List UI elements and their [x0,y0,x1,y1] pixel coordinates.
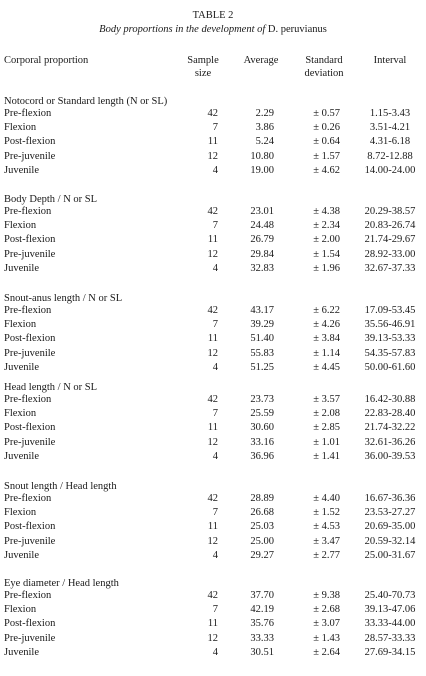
average-cell: 19.00 [250,164,274,176]
standard-deviation-cell: ± 3.47 [313,535,340,547]
standard-deviation-cell: ± 2.00 [313,234,340,246]
sample-size-cell: 4 [212,646,218,658]
standard-deviation-cell: ± 4.62 [313,164,340,176]
sample-size-cell: 11 [207,422,218,434]
table-row [0,135,426,149]
sample-size-cell: 12 [207,436,218,448]
sample-size-cell: 12 [207,632,218,644]
table-row [0,506,426,520]
average-cell: 28.89 [250,493,274,504]
interval-cell: 36.00-39.53 [364,450,416,462]
standard-deviation-cell: ± 1.96 [313,262,340,274]
standard-deviation-cell: ± 1.01 [313,436,340,448]
sample-size-cell: 7 [212,122,218,134]
interval-cell: 28.57-33.33 [364,632,416,644]
interval-cell: 22.83-28.40 [364,408,416,420]
standard-deviation-cell: ± 4.38 [313,206,340,217]
stage-cell: Flexion [4,319,37,331]
sample-size-cell: 7 [212,220,218,232]
sample-size-cell: 12 [207,248,218,260]
standard-deviation-cell: ± 4.40 [313,493,340,504]
standard-deviation-cell: ± 3.57 [313,394,340,405]
sample-size-cell: 4 [212,164,218,176]
stage-cell: Pre-flexion [4,394,52,405]
standard-deviation-cell: ± 4.26 [313,319,340,331]
stage-cell: Flexion [4,604,37,616]
stage-cell: Juvenile [4,646,39,658]
stage-cell: Post-flexion [4,422,56,434]
table-row [0,436,426,450]
standard-deviation-cell: ± 0.64 [313,136,340,148]
interval-cell: 17.09-53.45 [364,305,416,316]
table-row [0,603,426,617]
interval-cell: 23.53-27.27 [364,507,416,519]
table-row [0,304,426,318]
average-cell: 51.40 [250,333,274,345]
interval-cell: 16.42-30.88 [364,394,416,405]
stage-cell: Pre-juvenile [4,248,56,260]
stage-cell: Post-flexion [4,136,56,148]
sample-size-cell: 12 [207,347,218,359]
sample-size-cell: 4 [212,361,218,373]
sample-size-cell: 11 [207,521,218,533]
stage-cell: Pre-flexion [4,206,52,217]
interval-cell: 20.69-35.00 [364,521,416,533]
interval-cell: 50.00-61.60 [364,361,416,373]
header-proportion: Corporal proportion [4,55,89,66]
standard-deviation-cell: ± 1.41 [313,450,340,462]
average-cell: 30.60 [250,422,274,434]
interval-cell: 20.59-32.14 [364,535,416,547]
stage-cell: Pre-juvenile [4,347,56,359]
average-cell: 51.25 [250,361,274,373]
interval-cell: 35.56-46.91 [364,319,416,331]
table-row [0,361,426,375]
table-row [0,347,426,361]
stage-cell: Juvenile [4,549,39,561]
stage-cell: Flexion [4,507,37,519]
header-sample-size: Sample size [187,55,219,79]
caption-species: D. peruvianus [267,24,327,35]
interval-cell: 28.92-33.00 [364,248,416,260]
table-row [0,332,426,346]
table-row [0,205,426,219]
stage-cell: Juvenile [4,164,39,176]
table-row [0,233,426,247]
section-title: Eye diameter / Head length [4,578,119,589]
average-cell: 23.73 [250,394,274,405]
table-row [0,632,426,646]
section-title: Body Depth / N or SL [4,194,98,205]
interval-cell: 54.35-57.83 [364,347,416,359]
interval-cell: 16.67-36.36 [364,493,416,504]
average-cell: 25.00 [250,535,274,547]
sample-size-cell: 42 [207,590,218,601]
section-title: Notocord or Standard length (N or SL) [4,96,168,107]
stage-cell: Post-flexion [4,618,56,630]
table-row [0,450,426,464]
standard-deviation-cell: ± 9.38 [313,590,340,601]
interval-cell: 20.29-38.57 [364,206,416,217]
table-row [0,520,426,534]
table-row [0,150,426,164]
interval-cell: 33.33-44.00 [364,618,416,630]
standard-deviation-cell: ± 2.34 [313,220,340,232]
interval-cell: 3.51-4.21 [369,122,411,134]
interval-cell: 32.67-37.33 [364,262,416,274]
stage-cell: Pre-flexion [4,108,52,119]
average-cell: 55.83 [250,347,274,359]
average-cell: 43.17 [250,305,274,316]
interval-cell: 14.00-24.00 [364,164,416,176]
interval-cell: 25.40-70.73 [364,590,416,601]
average-cell: 26.68 [250,507,274,519]
stage-cell: Juvenile [4,450,39,462]
standard-deviation-cell: ± 6.22 [313,305,340,316]
sample-size-cell: 11 [207,234,218,246]
section-title: Snout length / Head length [4,481,117,492]
interval-cell: 1.15-3.43 [369,108,411,119]
average-cell: 30.51 [250,646,274,658]
interval-cell: 39.13-53.33 [364,333,416,345]
average-cell: 29.27 [250,549,274,561]
interval-cell: 21.74-29.67 [364,234,416,246]
interval-cell: 4.31-6.18 [369,136,411,148]
standard-deviation-cell: ± 2.64 [313,646,340,658]
sample-size-cell: 42 [207,305,218,316]
standard-deviation-cell: ± 1.54 [313,248,340,260]
standard-deviation-cell: ± 2.68 [313,604,340,616]
standard-deviation-cell: ± 3.84 [313,333,340,345]
stage-cell: Flexion [4,408,37,420]
table-row [0,262,426,276]
average-cell: 3.86 [255,122,274,134]
stage-cell: Post-flexion [4,521,56,533]
table-row [0,121,426,135]
table-row [0,219,426,233]
table-row [0,248,426,262]
standard-deviation-cell: ± 2.77 [313,549,340,561]
standard-deviation-cell: ± 0.26 [313,122,340,134]
average-cell: 2.29 [255,108,274,119]
sample-size-cell: 11 [207,333,218,345]
stage-cell: Pre-juvenile [4,436,56,448]
average-cell: 23.01 [250,206,274,217]
average-cell: 10.80 [250,150,274,162]
interval-cell: 25.00-31.67 [364,549,416,561]
average-cell: 26.79 [250,234,274,246]
average-cell: 36.96 [250,450,274,462]
stage-cell: Juvenile [4,262,39,274]
sample-size-cell: 42 [207,394,218,405]
stage-cell: Pre-juvenile [4,632,56,644]
sample-size-cell: 42 [207,206,218,217]
table-row [0,535,426,549]
section-title: Head length / N or SL [4,382,98,393]
average-cell: 5.24 [255,136,274,148]
average-cell: 39.29 [250,319,274,331]
interval-cell: 32.61-36.26 [364,436,416,448]
interval-cell: 27.69-34.15 [364,646,416,658]
stage-cell: Post-flexion [4,333,56,345]
table-row [0,164,426,178]
standard-deviation-cell: ± 4.45 [313,361,340,373]
sample-size-cell: 4 [212,450,218,462]
average-cell: 32.83 [250,262,274,274]
stage-cell: Juvenile [4,361,39,373]
sample-size-cell: 11 [207,618,218,630]
standard-deviation-cell: ± 3.07 [313,618,340,630]
stage-cell: Post-flexion [4,234,56,246]
standard-deviation-cell: ± 1.14 [313,347,340,359]
standard-deviation-cell: ± 2.08 [313,408,340,420]
interval-cell: 21.74-32.22 [364,422,416,434]
table-row [0,549,426,563]
average-cell: 25.03 [250,521,274,533]
average-cell: 33.16 [250,436,274,448]
sample-size-cell: 4 [212,262,218,274]
table-row [0,318,426,332]
table-row [0,589,426,603]
interval-cell: 20.83-26.74 [364,220,416,232]
table-caption [0,24,426,36]
table-number: TABLE 2 [192,10,234,21]
sample-size-cell: 7 [212,319,218,331]
stage-cell: Pre-flexion [4,590,52,601]
stage-cell: Pre-flexion [4,305,52,316]
interval-cell: 39.13-47.06 [364,604,416,616]
table-row [0,107,426,121]
standard-deviation-cell: ± 0.57 [313,108,340,119]
stage-cell: Flexion [4,220,37,232]
average-cell: 24.48 [250,220,274,232]
section-title: Snout-anus length / N or SL [4,293,123,304]
table-row [0,646,426,660]
standard-deviation-cell: ± 1.57 [313,150,340,162]
table-row [0,407,426,421]
header-interval: Interval [373,55,407,66]
average-cell: 25.59 [250,408,274,420]
header-standard-deviation: Standard deviation [304,55,344,79]
standard-deviation-cell: ± 2.85 [313,422,340,434]
sample-size-cell: 42 [207,108,218,119]
stage-cell: Pre-flexion [4,493,52,504]
stage-cell: Pre-juvenile [4,150,56,162]
sample-size-cell: 7 [212,604,218,616]
sample-size-cell: 11 [207,136,218,148]
table-row [0,393,426,407]
average-cell: 37.70 [250,590,274,601]
average-cell: 35.76 [250,618,274,630]
average-cell: 42.19 [250,604,274,616]
sample-size-cell: 12 [207,150,218,162]
interval-cell: 8.72-12.88 [367,150,413,162]
sample-size-cell: 4 [212,549,218,561]
average-cell: 33.33 [250,632,274,644]
standard-deviation-cell: ± 1.43 [313,632,340,644]
stage-cell: Flexion [4,122,37,134]
table-row [0,617,426,631]
standard-deviation-cell: ± 1.52 [313,507,340,519]
sample-size-cell: 7 [212,507,218,519]
sample-size-cell: 7 [212,408,218,420]
standard-deviation-cell: ± 4.53 [313,521,340,533]
caption-text: Body proportions in the development of [99,24,266,35]
average-cell: 29.84 [250,248,274,260]
stage-cell: Pre-juvenile [4,535,56,547]
sample-size-cell: 12 [207,535,218,547]
table-row [0,492,426,506]
header-average: Average [243,55,279,66]
table-row [0,421,426,435]
sample-size-cell: 42 [207,493,218,504]
